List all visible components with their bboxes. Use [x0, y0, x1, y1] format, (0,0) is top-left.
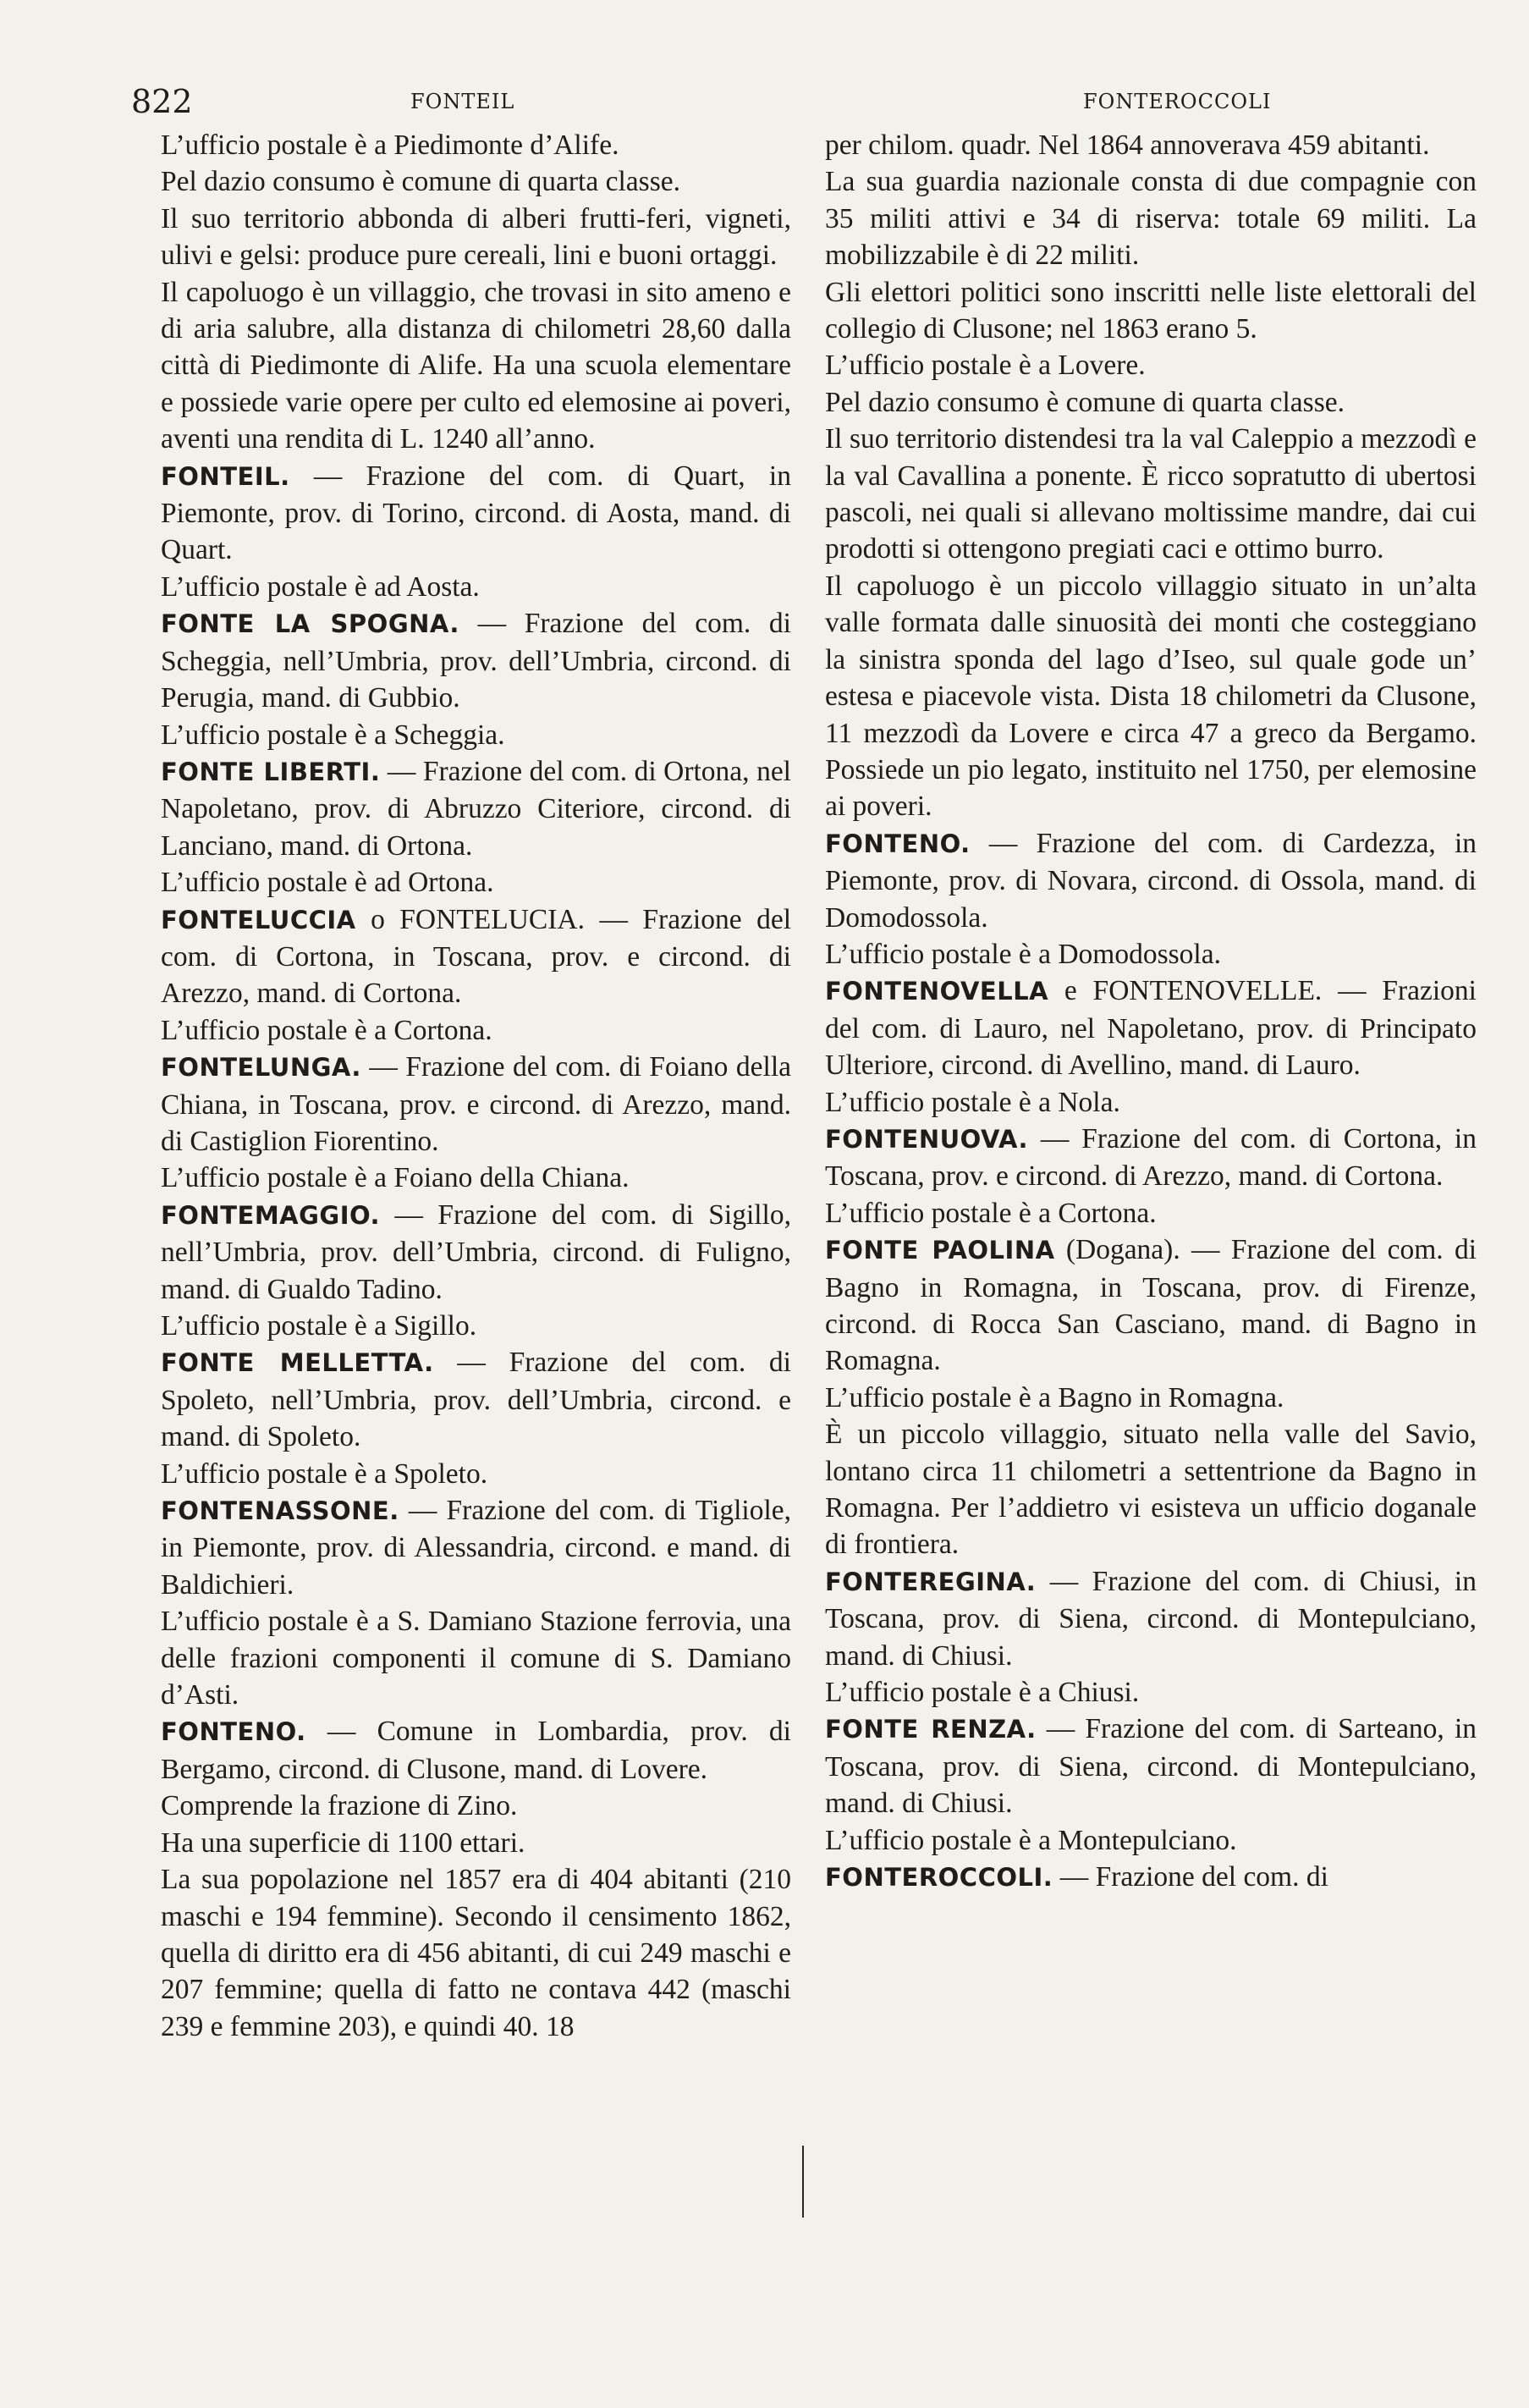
paragraph — [161, 569, 791, 605]
entry-headword: FONTE LA SPOGNA. — [161, 609, 459, 639]
entry-text: L’ufficio postale è a Lovere. — [825, 350, 1146, 382]
entry-text: Pel dazio consumo è comune di quarta classe. — [161, 166, 680, 198]
paragraph — [825, 1195, 1477, 1232]
column-divider-mark — [802, 2146, 804, 2218]
entry-text: — Comune in Lombardia, prov. di Bergamo, circond. di Clusone, mand. di Lovere. — [161, 1716, 791, 1785]
entry-text: Pel dazio consumo è comune di quarta classe. — [825, 386, 1345, 418]
right-column — [825, 127, 1477, 1897]
paragraph — [825, 1380, 1477, 1416]
entry-text: L’ufficio postale è a Piedimonte d’Alife. — [161, 129, 619, 161]
entry-text: L’ufficio postale è a Bagno in Romagna. — [825, 1381, 1284, 1413]
paragraph — [161, 1603, 791, 1713]
left-running-head: FONTEIL — [410, 90, 515, 113]
entry-text: — Frazione del com. di Quart, in Piemonte, prov. di Torino, circond. di Aosta, mand. di Quart. — [161, 460, 791, 566]
paragraph — [825, 1674, 1477, 1711]
dictionary-entry — [161, 1344, 791, 1455]
dictionary-entry — [161, 753, 791, 864]
entry-text: Ha una superficie di 1100 ettari. — [161, 1827, 525, 1859]
dictionary-entry — [825, 1859, 1477, 1896]
paragraph — [161, 1861, 791, 2045]
entry-headword: FONTEIL. — [161, 461, 290, 491]
entry-text: L’ufficio postale è a Sigillo. — [161, 1310, 477, 1342]
entry-text: L’ufficio postale è ad Ortona. — [161, 867, 494, 899]
entry-text: L’ufficio postale è a Scheggia. — [161, 719, 505, 751]
entry-text: È un piccolo villaggio, situato nella valle del Savio, lontano circa 11 chilometri a settentrione da Bagno in Romagna. Per l’addietro vi esisteva un ufficio doganale di frontiera. — [825, 1419, 1477, 1561]
entry-text: L’ufficio postale è a Montepulciano. — [825, 1824, 1237, 1856]
dictionary-entry — [825, 1232, 1477, 1380]
paragraph — [825, 1822, 1477, 1859]
paragraph — [161, 1456, 791, 1492]
entry-text: — Frazione del com. di Scheggia, nell’Umbria, prov. dell’Umbria, circond. di Perugia, mand. di Gubbio. — [161, 608, 791, 714]
dictionary-entry — [161, 1492, 791, 1603]
entry-headword: FONTE MELLETTA. — [161, 1348, 434, 1378]
page-header — [131, 83, 1449, 134]
entry-text: Gli elettori politici sono inscritti nelle liste elettorali del collegio di Clusone; nel 1863 erano 5. — [825, 276, 1477, 345]
dictionary-entry — [161, 901, 791, 1012]
entry-headword: FONTENO. — [161, 1717, 306, 1747]
entry-text: — Frazione del com. di — [1053, 1861, 1328, 1893]
entry-text: — Frazione del com. di Sigillo, nell’Umbria, prov. dell’Umbria, circond. di Fuligno, mand. di Gualdo Tadino. — [161, 1198, 791, 1305]
entry-text: La sua popolazione nel 1857 era di 404 abitanti (210 maschi e 194 femmine). Secondo il censimento 1862, quella di diritto era di 456 abitanti, di cui 249 maschi e 207 femmine; quella di fatto ne contava 442 (maschi 239 e femmine 203), e quindi 40. 18 — [161, 1864, 791, 2042]
entry-text: o FONTELUCIA. — Frazione del com. di Cortona, in Toscana, prov. e circond. di Arezzo, mand. di Cortona. — [161, 903, 791, 1010]
dictionary-entry — [825, 1563, 1477, 1674]
paragraph — [161, 127, 791, 163]
entry-headword: FONTENUOVA. — [825, 1124, 1028, 1154]
entry-text: L’ufficio postale è a Cortona. — [161, 1014, 492, 1046]
entry-text: L’ufficio postale è a Spoleto. — [161, 1457, 488, 1490]
paragraph — [825, 384, 1477, 421]
paragraph — [161, 1012, 791, 1049]
paragraph — [825, 421, 1477, 568]
paragraph — [161, 1788, 791, 1824]
paragraph — [825, 1084, 1477, 1121]
entry-text: — Frazione del com. di Sarteano, in Toscana, prov. di Siena, circond. di Montepulciano, mand. di Chiusi. — [825, 1713, 1477, 1820]
left-column — [161, 127, 791, 2045]
entry-text: — Frazione del com. di Tigliole, in Piemonte, prov. di Alessandria, circond. e mand. di Baldichieri. — [161, 1495, 791, 1601]
paragraph — [161, 274, 791, 458]
entry-text: Il capoluogo è un piccolo villaggio situato in un’alta valle formata dalle sinuosità dei monti che costeggiano la sinistra sponda del lago d’Iseo, sul quale gode un’ estesa e piacevole vista. Dista 18 chilometri da Clusone, 11 mezzodì da Lovere e circa 47 a greco da Bergamo. Possiede un pio legato, instituito nel 1750, per elemosine ai poveri. — [825, 570, 1477, 823]
dictionary-entry — [161, 1049, 791, 1160]
paragraph — [825, 568, 1477, 825]
dictionary-entry — [825, 973, 1477, 1083]
paragraph — [161, 717, 791, 753]
paragraph — [825, 347, 1477, 383]
paragraph — [161, 1160, 791, 1196]
entry-text: L’ufficio postale è a Cortona. — [825, 1197, 1157, 1229]
entry-text: L’ufficio postale è a Foiano della Chiana. — [161, 1162, 630, 1194]
entry-text: Il suo territorio distendesi tra la val Caleppio a mezzodì e la val Cavallina a ponente. È ricco sopratutto di ubertosi pascoli, nei quali si allevano moltissime mandre, dai cui prodotti si ottengono pregiati caci e ottimo burro. — [825, 423, 1477, 565]
entry-headword: FONTE LIBERTI. — [161, 757, 381, 786]
entry-headword: FONTENASSONE. — [161, 1496, 399, 1526]
entry-text: L’ufficio postale è a Domodossola. — [825, 938, 1221, 970]
entry-text: per chilom. quadr. Nel 1864 annoverava 459 abitanti. — [825, 129, 1430, 161]
dictionary-entry — [161, 605, 791, 716]
entry-text: — Frazione del com. di Chiusi, in Toscana, prov. di Siena, circond. di Montepulciano, mand. di Chiusi. — [825, 1565, 1477, 1672]
paragraph — [161, 1825, 791, 1861]
paragraph — [825, 274, 1477, 348]
dictionary-entry — [825, 825, 1477, 936]
entry-headword: FONTEROCCOLI. — [825, 1863, 1053, 1893]
paragraph — [825, 163, 1477, 273]
entry-text: e FONTENOVELLE. — Frazioni del com. di Lauro, nel Napoletano, prov. di Principato Ulteriore, circond. di Avellino, mand. di Lauro. — [825, 975, 1477, 1082]
entry-text: L’ufficio postale è a Nola. — [825, 1086, 1120, 1118]
dictionary-entry — [825, 1711, 1477, 1821]
paragraph — [825, 936, 1477, 973]
entry-headword: FONTENOVELLA — [825, 977, 1049, 1006]
dictionary-entry — [825, 1121, 1477, 1195]
entry-text: L’ufficio postale è a Chiusi. — [825, 1677, 1140, 1709]
entry-text: — Frazione del com. di Cortona, in Toscana, prov. e circond. di Arezzo, mand. di Cortona. — [825, 1122, 1477, 1193]
entry-headword: FONTE PAOLINA — [825, 1236, 1055, 1265]
entry-text: L’ufficio postale è ad Aosta. — [161, 570, 480, 603]
entry-text: Comprende la frazione di Zino. — [161, 1790, 518, 1822]
entry-text: — Frazione del com. di Cardezza, in Piemonte, prov. di Novara, circond. di Ossola, mand. di Domodossola. — [825, 827, 1477, 934]
entry-text: L’ufficio postale è a S. Damiano Stazione ferrovia, una delle frazioni componenti il comune di S. Damiano d’Asti. — [161, 1606, 791, 1711]
entry-text: Il capoluogo è un villaggio, che trovasi in sito ameno e di aria salubre, alla distanza di chilometri 28,60 dalla città di Piedimonte di Alife. Ha una scuola elementare e possiede varie opere per culto ed elemosine ai poveri, aventi una rendita di L. 1240 all’anno. — [161, 276, 791, 455]
entry-text: — Frazione del com. di Ortona, nel Napoletano, prov. di Abruzzo Citeriore, circond. di Lanciano, mand. di Ortona. — [161, 755, 791, 862]
entry-text: — Frazione del com. di Spoleto, nell’Umbria, prov. dell’Umbria, circond. e mand. di Spoleto. — [161, 1347, 791, 1453]
entry-headword: FONTELUNGA. — [161, 1053, 361, 1083]
entry-text: La sua guardia nazionale consta di due compagnie con 35 militi attivi e 34 di riserva: totale 69 militi. La mobilizzabile è di 22 militi. — [825, 166, 1477, 272]
right-running-head: FONTEROCCOLI — [1083, 90, 1272, 113]
paragraph — [825, 127, 1477, 163]
paragraph — [161, 163, 791, 200]
dictionary-entry — [161, 458, 791, 569]
entry-headword: FONTENO. — [825, 829, 971, 858]
paragraph — [161, 1308, 791, 1344]
entry-headword: FONTE RENZA. — [825, 1715, 1037, 1744]
entry-text: — Frazione del com. di Foiano della Chiana, in Toscana, prov. e circond. di Arezzo, mand. di Castiglion Fiorentino. — [161, 1051, 791, 1157]
entry-text: (Dogana). — Frazione del com. di Bagno in Romagna, in Toscana, prov. di Firenze, circond. di Rocca San Casciano, mand. di Bagno in Romagna. — [825, 1234, 1477, 1377]
dictionary-entry — [161, 1713, 791, 1788]
entry-headword: FONTELUCCIA — [161, 905, 356, 934]
entry-headword: FONTEREGINA. — [825, 1567, 1037, 1596]
paragraph — [161, 864, 791, 901]
dictionary-entry — [161, 1197, 791, 1308]
page-number: 822 — [131, 83, 193, 120]
entry-text: Il suo territorio abbonda di alberi frutti-feri, vigneti, ulivi e gelsi: produce pure cereali, lini e buoni ortaggi. — [161, 202, 791, 272]
paragraph — [161, 201, 791, 274]
entry-headword: FONTEMAGGIO. — [161, 1200, 381, 1230]
paragraph — [825, 1416, 1477, 1563]
